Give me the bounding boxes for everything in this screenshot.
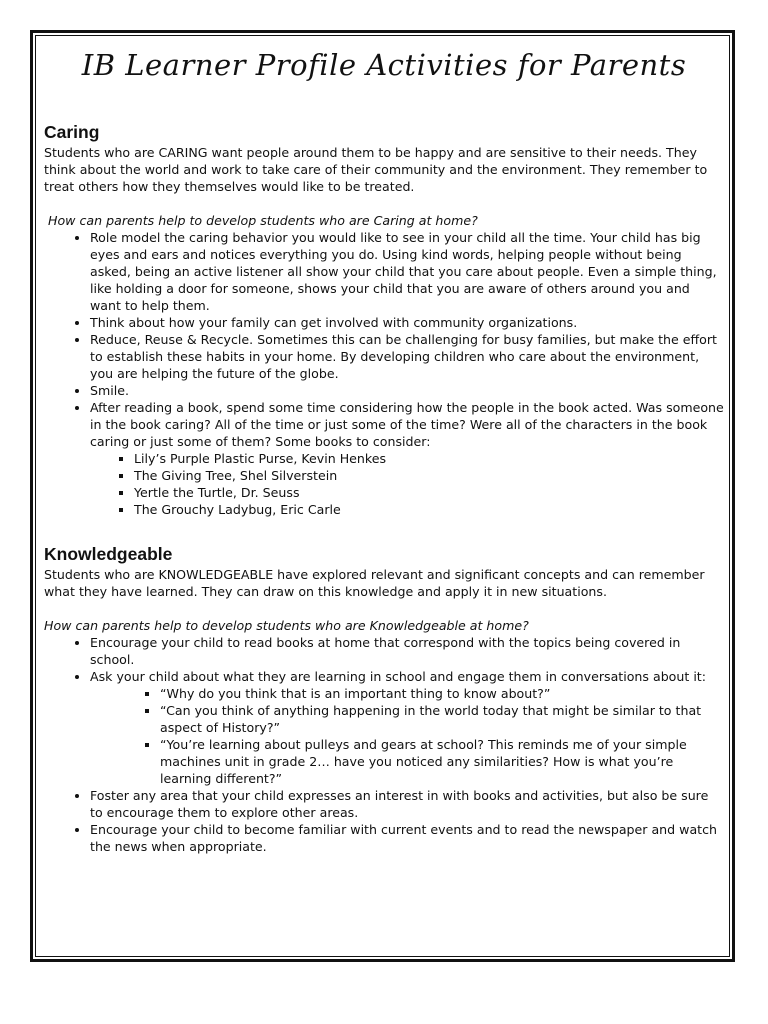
knowledgeable-list	[44, 634, 724, 855]
book-item: ▪ Lily’s Purple Plastic Purse, Kevin Henkes	[134, 450, 724, 467]
knowledgeable-question: How can parents help to develop students who are Knowledgeable at home?	[44, 618, 529, 633]
document-body	[44, 122, 724, 855]
book-item: ▪ The Grouchy Ladybug, Eric Carle	[134, 501, 724, 518]
knowledgeable-section	[44, 544, 724, 855]
list-item	[90, 668, 724, 787]
list-item: • Encourage your child to read books at home that correspond with the topics being covered in school.	[90, 634, 724, 668]
page-title: IB Learner Profile Activities for Parents	[81, 48, 687, 82]
list-item-text: Ask your child about what they are learning in school and engage them in conversations about it:	[90, 669, 706, 684]
caring-question: How can parents help to develop students who are Caring at home?	[48, 213, 478, 228]
prompt-item: ▪ “Why do you think that is an important thing to know about?”	[160, 685, 724, 702]
prompt-item: ▪ “You’re learning about pulleys and gears at school? This reminds me of your simple machines unit in grade 2… have you noticed any similarities? How is what you’re learning different?”	[160, 736, 724, 787]
prompt-item: ▪ “Can you think of anything happening in the world today that might be similar to that aspect of History?”	[160, 702, 724, 736]
book-item: ▪ The Giving Tree, Shel Silverstein	[134, 467, 724, 484]
caring-list	[44, 229, 724, 518]
list-item: • Role model the caring behavior you would like to see in your child all the time. Your child has big eyes and ears and notices everything you do. Using kind words, helping people without being asked, being an active listener all show your child that you care about people. Even a simple thing, like holding a door for someone, shows your child that you are aware of others around you and want to help them.	[90, 229, 724, 314]
knowledgeable-heading: Knowledgeable	[44, 544, 173, 564]
prompt-list	[90, 685, 724, 787]
list-item	[90, 399, 724, 518]
book-item: ▪ Yertle the Turtle, Dr. Seuss	[134, 484, 724, 501]
knowledgeable-intro: Students who are KNOWLEDGEABLE have explored relevant and significant concepts and can remember what they have learned. They can draw on this knowledge and apply it in new situations.	[44, 567, 705, 599]
book-list	[90, 450, 724, 518]
caring-heading: Caring	[44, 122, 100, 142]
caring-intro: Students who are CARING want people around them to be happy and are sensitive to their needs. They think about the world and work to take care of their community and the environment. They remember to treat others how they themselves would like to be treated.	[44, 145, 708, 194]
caring-section	[44, 122, 724, 518]
list-item: • Foster any area that your child expresses an interest in with books and activities, but also be sure to encourage them to explore other areas.	[90, 787, 724, 821]
list-item: • Smile.	[90, 382, 724, 399]
list-item: • Encourage your child to become familiar with current events and to read the newspaper and watch the news when appropriate.	[90, 821, 724, 855]
list-item: • Think about how your family can get involved with community organizations.	[90, 314, 724, 331]
list-item-text: After reading a book, spend some time considering how the people in the book acted. Was someone in the book caring? All of the time or just some of the time? Were all of the characters in the book caring or just some of them? Some books to consider:	[90, 400, 724, 449]
list-item: • Reduce, Reuse & Recycle. Sometimes this can be challenging for busy families, but make the effort to establish these habits in your home. By developing children who care about the environment, you are helping the future of the globe.	[90, 331, 724, 382]
